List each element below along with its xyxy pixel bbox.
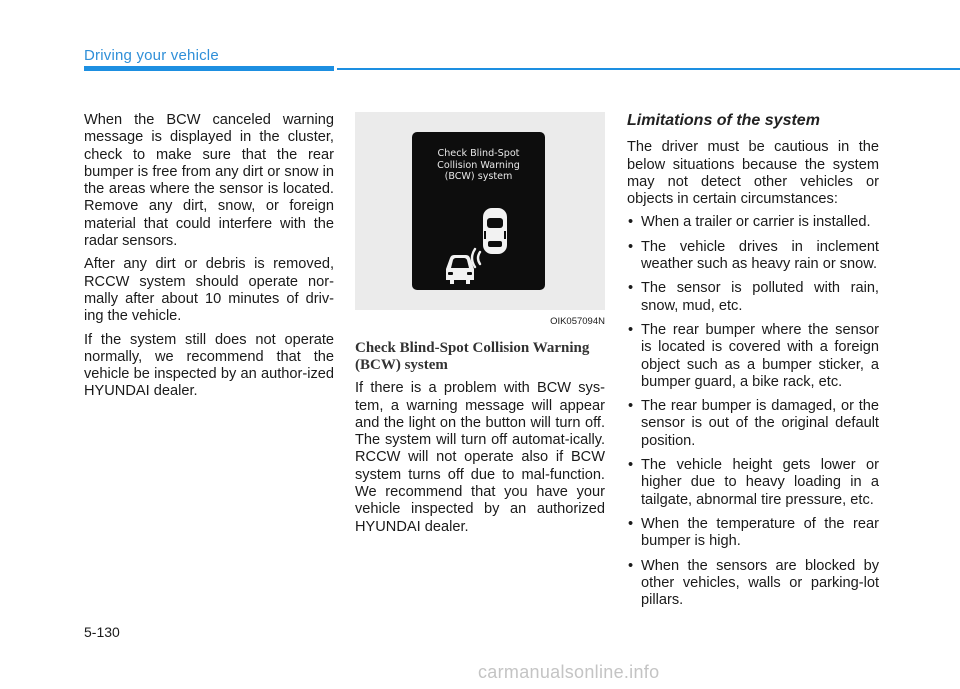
warning-line: (BCW) system	[444, 171, 513, 182]
warning-line: Collision Warning	[437, 159, 520, 171]
intro-paragraph: The driver must be cautious in the below situations because the system may not detect other vehicles or objects in certain circumstances:	[627, 139, 879, 208]
radar-wave-icon	[472, 249, 480, 267]
page-number: 5-130	[84, 624, 120, 640]
column-middle	[355, 112, 605, 542]
list-item: • The rear bumper is damaged, or the sensor is out of the original default position.	[627, 398, 879, 450]
list-item: • When a trailer or carrier is installed.	[627, 214, 879, 231]
paragraph: If the system still does not operate normally, we recommend that the vehicle be inspected by an author-ized HYUNDAI dealer.	[84, 331, 334, 400]
paragraph: When the BCW canceled warning message is displayed in the cluster, check to make sure that the rear bumper is free from any dirt or snow in the areas where the sensor is located. Remove any dirt, snow, or foreign material that could interfere with the radar sensors.	[84, 112, 334, 250]
section-heading: Limitations of the system	[627, 112, 820, 129]
list-item: • The vehicle height gets lower or higher due to heavy loading in a tailgate, abnormal tire pressure, etc.	[627, 457, 879, 509]
header-rule-thin	[337, 68, 960, 70]
column-left	[84, 112, 334, 407]
figure-code: OIK057094N	[550, 316, 605, 327]
list-item: • The vehicle drives in inclement weather such as heavy rain or snow.	[627, 239, 879, 274]
list-item: • When the sensors are blocked by other vehicles, walls or parking-lot pillars.	[627, 558, 879, 610]
limitations-list	[627, 214, 879, 609]
paragraph: If there is a problem with BCW sys-tem, a warning message will appear and the light on the button will turn off. The system will turn off automat-ically. RCCW will not operate also if BCW system turns off due to mal-function. We recommend that you have your vehicle inspected by an authorized HYUNDAI dealer.	[355, 380, 605, 535]
ego-car-icon	[483, 208, 507, 254]
watermark: carmanualsonline.info	[478, 662, 660, 682]
vehicle-sensor-graphic	[355, 112, 605, 310]
section-title: Driving your vehicle	[84, 47, 219, 64]
column-right	[627, 112, 879, 616]
list-item: • The rear bumper where the sensor is located is covered with a foreign object such as a bumper sticker, a bumper guard, a bike rack, etc.	[627, 322, 879, 391]
bcw-warning-illustration	[355, 112, 605, 310]
list-item: • When the temperature of the rear bumper is high.	[627, 516, 879, 551]
approaching-car-icon	[446, 255, 474, 284]
paragraph: After any dirt or debris is removed, RCCW system should operate nor-mally after about 10 minutes of driv-ing the vehicle.	[84, 256, 334, 325]
list-item: • The sensor is polluted with rain, snow, mud, etc.	[627, 280, 879, 315]
subheading: Check Blind-Spot Collision Warning (BCW) system	[355, 340, 590, 374]
warning-line: Check Blind-Spot	[437, 148, 520, 159]
header-rule-thick	[84, 66, 334, 71]
